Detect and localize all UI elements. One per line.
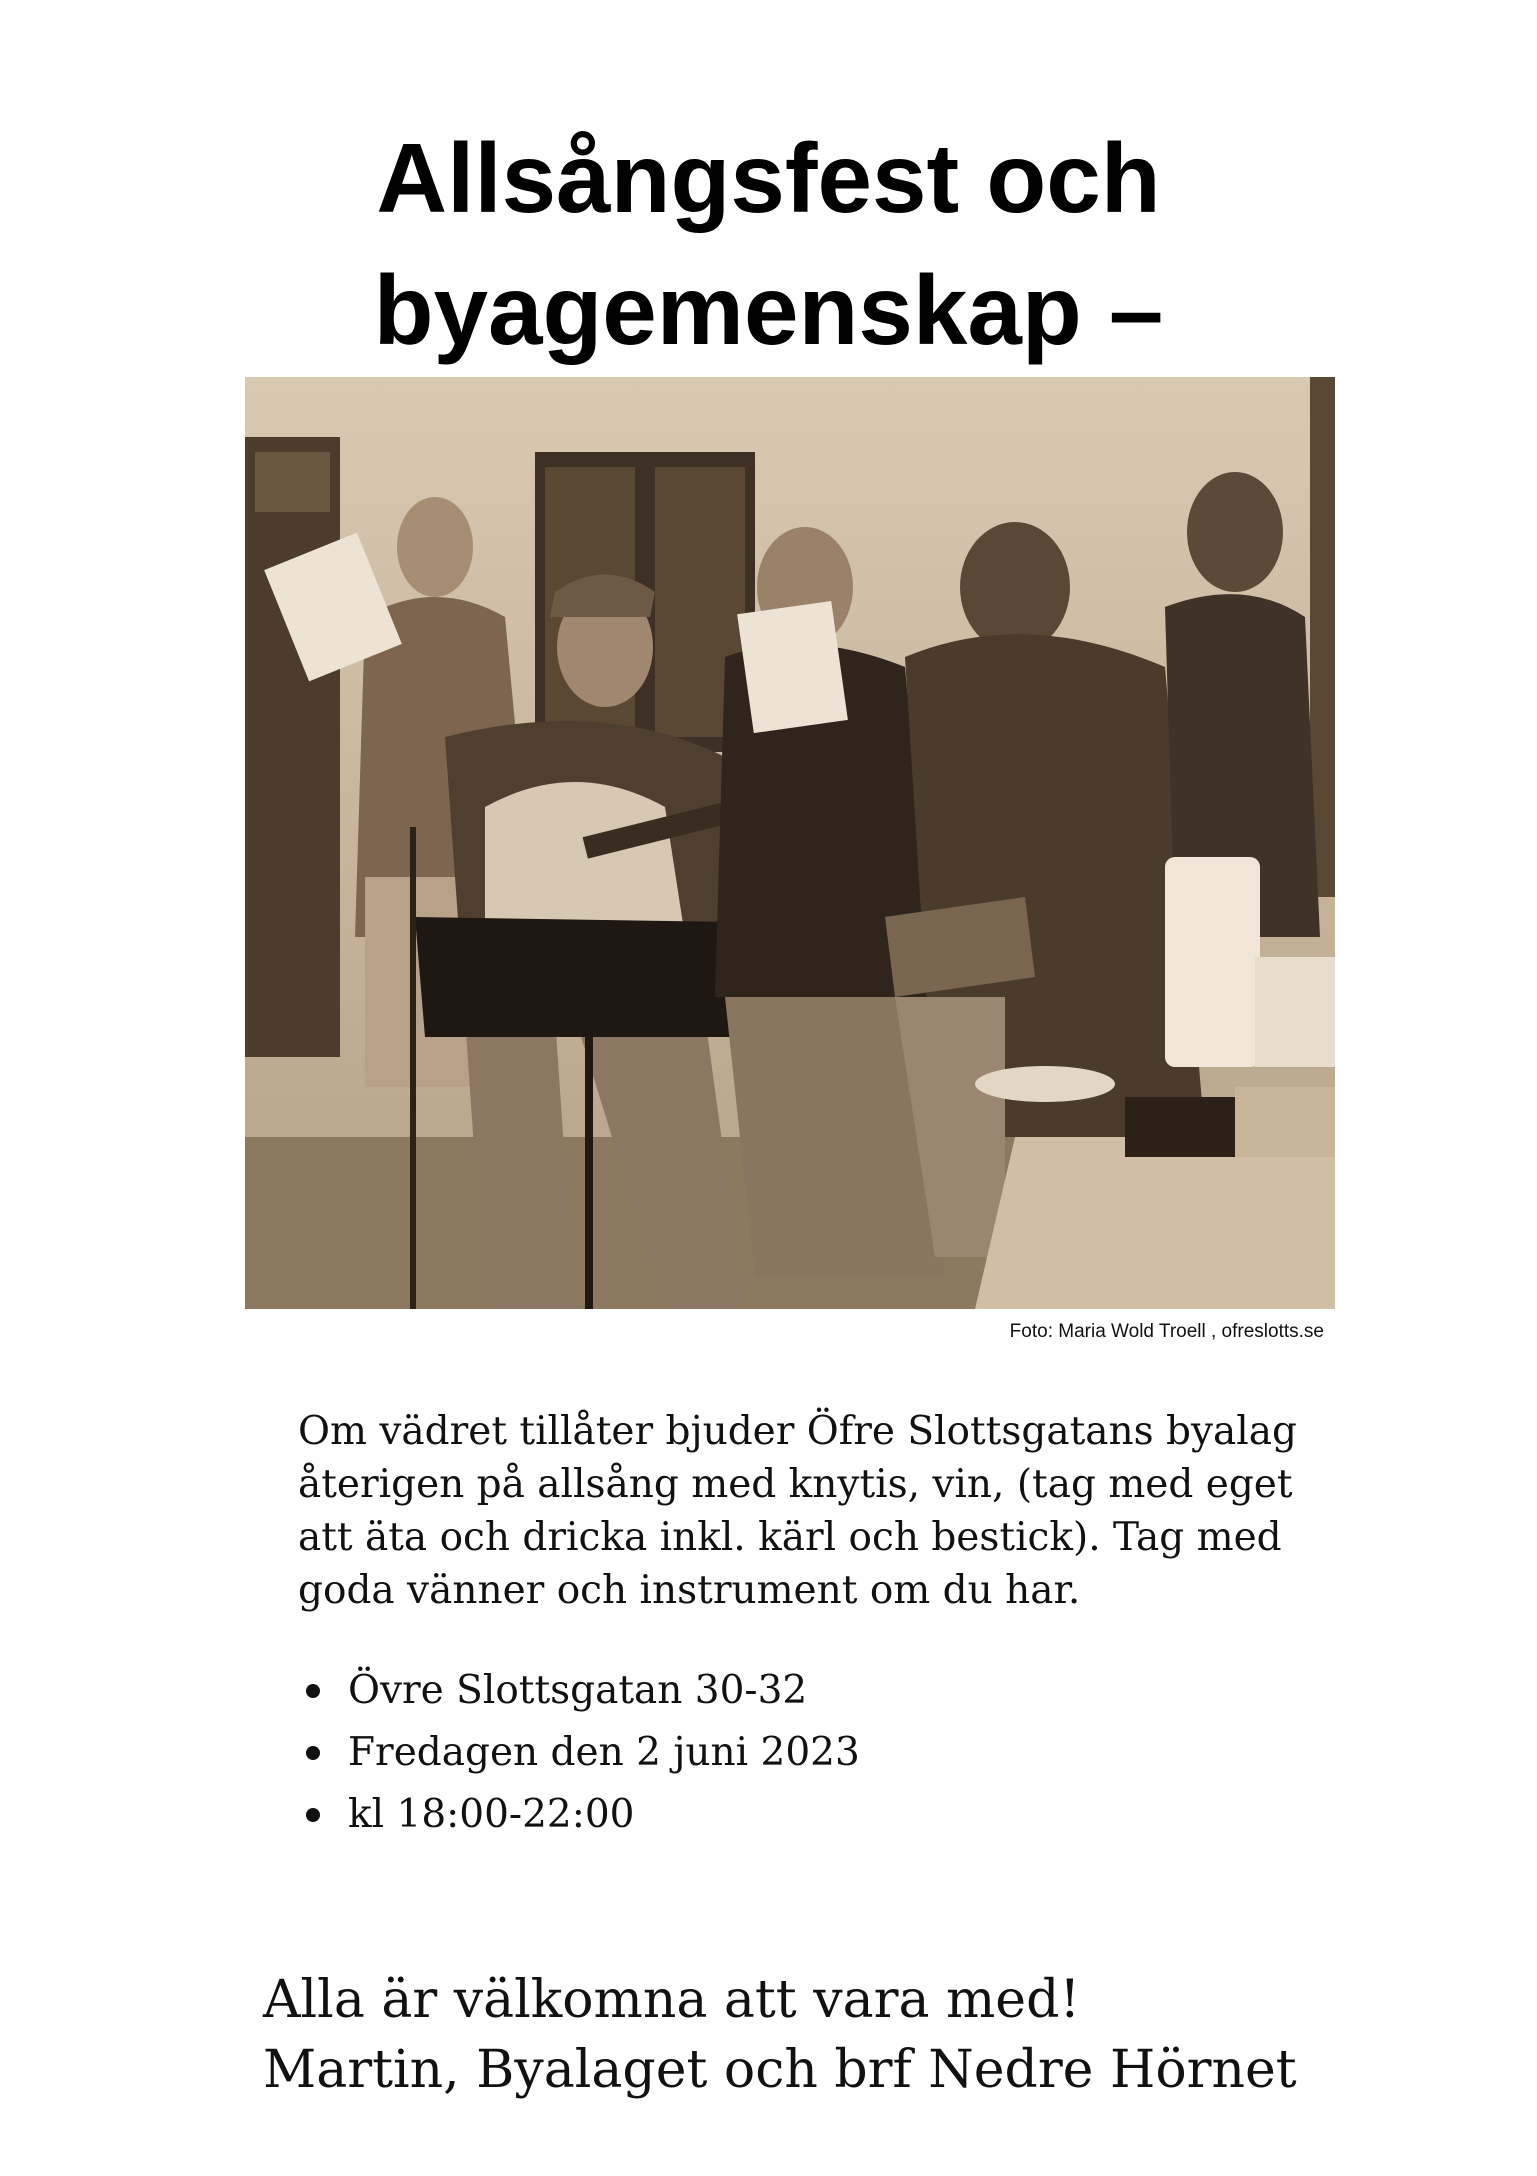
- band-photo: [245, 377, 1335, 1309]
- detail-time: kl 18:00-22:00: [348, 1792, 635, 1837]
- invitation-paragraph: Om vädret tillåter bjuder Öfre Slottsgatans byalag återigen på allsång med knytis, vin, (tag med eget att äta och dricka inkl. kärl och bestick). Tag med goda vänner och instrument om du har.: [298, 1409, 1297, 1613]
- photo-credit: Foto: Maria Wold Troell , ofreslotts.se: [1009, 1321, 1324, 1342]
- event-details-list: [298, 1660, 860, 1846]
- list-item: [298, 1660, 860, 1722]
- bullet-icon: [306, 1808, 320, 1822]
- poster-title: [0, 112, 1537, 376]
- closing-message: [263, 1965, 1297, 2105]
- title-line-2: byagemenskap –: [373, 255, 1164, 365]
- bullet-icon: [306, 1746, 320, 1760]
- closing-signature: Martin, Byalaget och brf Nedre Hörnet: [263, 2040, 1297, 2100]
- list-item: [298, 1722, 860, 1784]
- bullet-icon: [306, 1684, 320, 1698]
- title-line-1: Allsångsfest och: [376, 123, 1161, 233]
- detail-address: Övre Slottsgatan 30-32: [348, 1668, 808, 1713]
- band-photo-icon: [245, 377, 1335, 1309]
- detail-date: Fredagen den 2 juni 2023: [348, 1730, 860, 1775]
- list-item: [298, 1784, 860, 1846]
- closing-line-1: Alla är välkomna att vara med!: [263, 1970, 1081, 2030]
